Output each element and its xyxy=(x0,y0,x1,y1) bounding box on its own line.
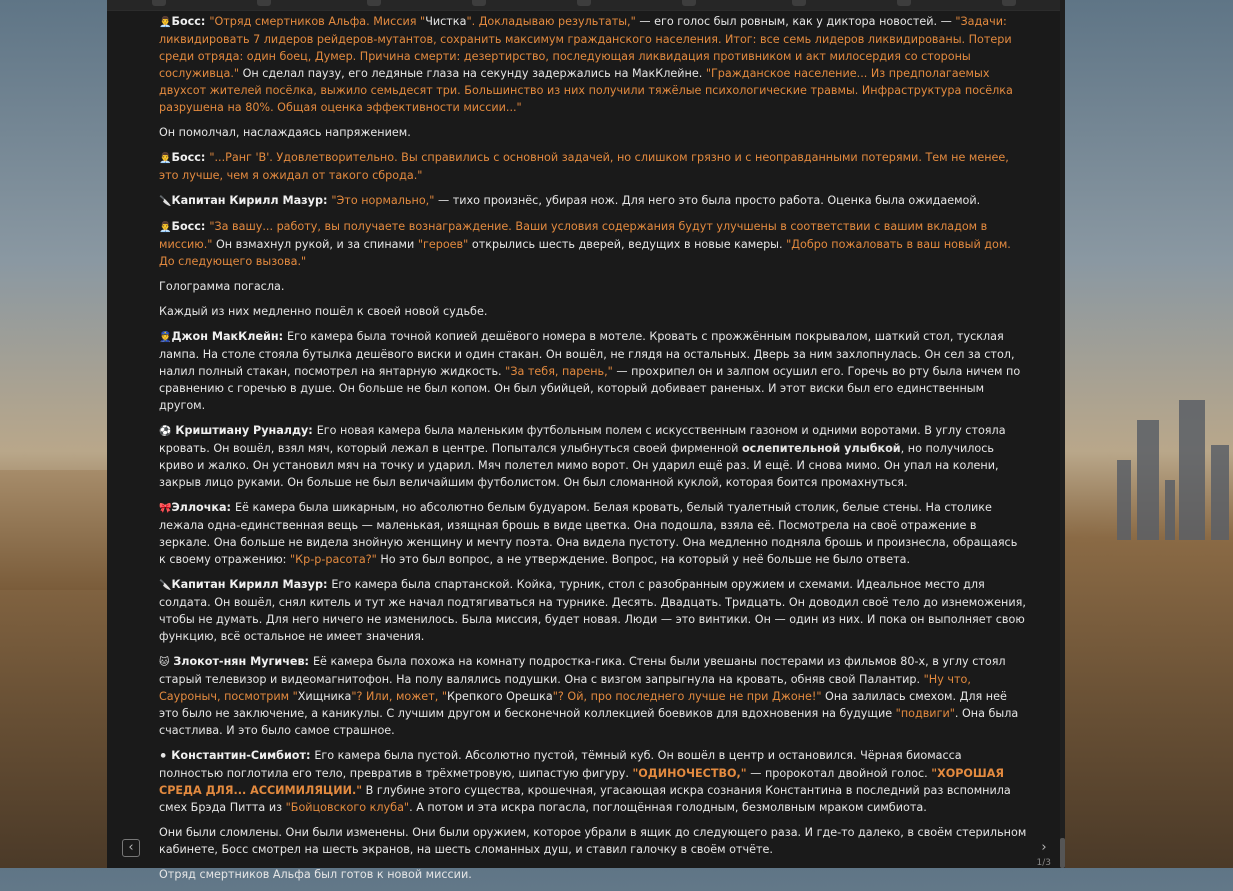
speaker-name: Капитан Кирилл Мазур: xyxy=(171,578,332,591)
quoted-speech: "За вашу... работу, вы получаете вознаграждение. Ваши условия содержания будут улучшены в соответствии с вашим вкладом в миссию." xyxy=(159,220,988,251)
quoted-speech: "За тебя, парень," xyxy=(505,365,613,378)
narration-text: Крепкого Орешка xyxy=(446,690,553,703)
story-paragraph xyxy=(159,328,1027,414)
speaker-emoji-icon: 🔪 xyxy=(159,580,172,591)
story-paragraph xyxy=(159,13,1027,116)
narration-text: Его камера была точной копией дешёвого номера в мотеле. Кровать с прожжённым покрывалом, шаткий стол, тусклая лампа. На столе стояла бутылка дешёвого виски и один стакан. Он вошёл, не глядя на остальных. Дверь за ним захлопнулась. Он сел за стол, налил полный стакан, посмотрел на янтарную жидкость. xyxy=(159,330,1015,378)
speaker-name: Босс: xyxy=(171,220,210,233)
story-paragraph xyxy=(159,218,1027,270)
story-paragraph xyxy=(159,124,1027,141)
speaker-emoji-icon: 🔪 xyxy=(159,196,172,207)
quoted-speech: ". Докладываю результаты," xyxy=(466,15,636,28)
narration-text: открылись шесть дверей, ведущих в новые камеры. xyxy=(468,238,787,251)
speaker-emoji-icon: 👨‍💼 xyxy=(159,222,172,233)
next-swipe-button[interactable]: › xyxy=(1041,840,1047,855)
narration-text: — его голос был ровным, как у диктора новостей. — xyxy=(635,15,956,28)
quoted-speech: "Добро пожаловать в ваш новый дом. До следующего вызова." xyxy=(159,238,1011,268)
story-paragraph xyxy=(159,499,1027,568)
chat-panel xyxy=(107,0,1065,881)
toolbar-icon[interactable] xyxy=(897,0,911,6)
scrollbar-thumb[interactable] xyxy=(1060,838,1065,868)
story-paragraph xyxy=(159,866,1027,883)
speaker-name: Злокот-нян Мугичев: xyxy=(169,655,313,668)
speaker-emoji-icon: 🐱 xyxy=(159,657,170,668)
narration-text: Его новая камера была маленьким футбольным полем с искусственным газоном и одними воротами. В углу стояла кровать. Он вошёл, взял мяч, который лежал в центре. Попытался улыбнуться своей фирменной xyxy=(159,424,1006,455)
narration-text: Но это был вопрос, а не утверждение. Вопрос, на который у неё больше не было ответа. xyxy=(376,553,911,566)
quoted-speech: "героев" xyxy=(417,238,469,251)
narration-text: Его камера была спартанской. Койка, турник, стол с разобранным оружием и схемами. Идеальное место для солдата. Он вошёл, снял китель и тут же начал подтягиваться на турнике. Десять. Двадцать. Тридцать. Он доводил своё тело до изнеможения, чтобы не думать. Для него ничего не изменилось. Была миссия, будет новая. Люди — это винтики. Он — один из них. И пока он выполняет свою функцию, всё остальное не имеет значения. xyxy=(159,578,1026,643)
quoted-speech: "Это нормально," xyxy=(331,194,435,207)
quoted-speech: "ХОРОШАЯ СРЕДА ДЛЯ... АССИМИЛЯЦИИ." xyxy=(159,767,1005,797)
toolbar-icon[interactable] xyxy=(792,0,806,6)
message-text xyxy=(159,13,1027,891)
scrollbar[interactable] xyxy=(1060,0,1065,868)
quoted-speech: "? Или, может, " xyxy=(351,690,447,703)
story-paragraph xyxy=(159,422,1027,491)
narration-text: Он сделал паузу, его ледяные глаза на секунду задержались на МакКлейне. xyxy=(239,67,706,80)
toolbar-icon[interactable] xyxy=(257,0,271,6)
speaker-name: Криштиану Руналду: xyxy=(171,424,317,437)
story-paragraph xyxy=(159,303,1027,320)
speaker-name: Босс: xyxy=(171,151,210,164)
narration-text: Отряд смертников Альфа был готов к новой миссии. xyxy=(159,868,472,881)
narration-text: Её камера была похожа на комнату подростка-гика. Стены были увешаны постерами из фильмов 80-х, в углу стоял старый телевизор и видеомагнитофон. На полу валялись подушки. Она с визгом запрыгнула на кровать, обняв свой Палантир. xyxy=(159,655,1006,686)
quoted-speech: "подвиги" xyxy=(895,707,955,720)
narration-text: Каждый из них медленно пошёл к своей новой судьбе. xyxy=(159,305,488,318)
quoted-speech: "? Ой, про последнего лучше не при Джоне!" xyxy=(552,690,822,703)
speaker-name: Джон МакКлейн: xyxy=(171,330,287,343)
narration-text: — тихо произнёс, убирая нож. Для него это была просто работа. Оценка была ожидаемой. xyxy=(434,194,981,207)
prev-swipe-button[interactable]: ‹ xyxy=(122,839,140,857)
quoted-speech: "Бойцовского клуба" xyxy=(285,801,410,814)
narration-text: В глубине этого существа, крошечная, угасающая искра сознания Константина в последний раз вспомнила смех Брэда Питта из xyxy=(159,784,1011,814)
narration-text: ослепительной улыбкой xyxy=(741,442,901,455)
speaker-emoji-icon: 👮 xyxy=(159,332,172,343)
narration-text: Голограмма погасла. xyxy=(159,280,285,293)
narration-text: , но получилось криво и жалко. Он установил мяч на точку и ударил. Мяч полетел мимо ворот. Он ударил ещё раз. И ещё. И снова мимо. Он упал на колени, закрыв лицо руками. Он больше не был величайшим футболистом. Он был сломанной куклой, которая боится промахнуться. xyxy=(159,442,999,489)
swipe-counter: 1/3 xyxy=(1036,858,1051,868)
narration-text: Он взмахнул рукой, и за спинами xyxy=(212,238,418,251)
background-ruins xyxy=(1107,380,1233,540)
toolbar-icon[interactable] xyxy=(682,0,696,6)
top-toolbar xyxy=(107,0,1065,11)
quoted-speech: "...Ранг 'B'. Удовлетворительно. Вы справились с основной задачей, но слишком грязно и с неоправданными потерями. Тем не менее, это лучше, чем я ожидал от такого сброда." xyxy=(159,151,1009,182)
story-paragraph xyxy=(159,653,1027,739)
narration-text: . Она была счастлива. И это было самое страшное. xyxy=(159,707,1019,737)
story-paragraph xyxy=(159,149,1027,184)
speaker-emoji-icon: 👨‍💼 xyxy=(159,17,172,28)
speaker-name: Эллочка: xyxy=(171,501,235,514)
story-paragraph xyxy=(159,576,1027,645)
speaker-emoji-icon: 👨‍💼 xyxy=(159,153,172,164)
narration-text: Его камера была пустой. Абсолютно пустой, тёмный куб. Он вошёл в центр и остановился. Чёрная биомасса полностью поглотила его тело, превратив в трёхметровую, шипастую фигуру. xyxy=(159,749,962,780)
quoted-speech: "Гражданское население... Из предполагаемых двухсот жителей посёлка, выжило семьдесят три. Большинство из них получили тяжёлые психологические травмы. Инфраструктура посёлка разрушена на 80%. Общая оценка эффективности миссии..." xyxy=(159,67,1013,114)
story-paragraph xyxy=(159,192,1027,210)
speaker-emoji-icon: 🎀 xyxy=(159,503,172,514)
narration-text: . А потом и эта искра погасла, поглощённая голодным, безмолвным мраком симбиота. xyxy=(409,801,927,814)
narration-text: — прохрипел он и залпом осушил его. Горечь во рту была ничем по сравнению с горечью в душе. Он больше не был копом. Он был убийцей, который добивает раненых. И этот виски был его единственным другом. xyxy=(159,365,1021,412)
narration-text: Они были сломлены. Они были изменены. Они были оружием, которое убрали в ящик до следующего раза. И где-то далеко, в своём стерильном кабинете, Босс смотрел на шесть экранов, на шесть сломанных душ, и ставил галочку в своём отчёте. xyxy=(159,826,1027,856)
speaker-name: Босс: xyxy=(171,15,210,28)
toolbar-icon[interactable] xyxy=(1002,0,1016,6)
quoted-speech: "Отряд смертников Альфа. Миссия " xyxy=(209,15,426,28)
quoted-speech: "ОДИНОЧЕСТВО," xyxy=(632,767,747,780)
narration-text: Хищника xyxy=(297,690,352,703)
narration-text: — пророкотал двойной голос. xyxy=(746,767,932,780)
narration-text: Она залилась смехом. Для неё это было не заключение, а каникулы. С лучшим другом и бесконечной коллекцией боевиков для вдохновения на будущие xyxy=(159,690,1007,720)
toolbar-icon[interactable] xyxy=(472,0,486,6)
quoted-speech: "Ну что, Сауроныч, посмотрим " xyxy=(159,673,971,703)
quoted-speech: "Кр-р-расота?" xyxy=(290,553,377,566)
narration-text: Чистка xyxy=(425,15,467,28)
background-landscape-left xyxy=(0,470,108,590)
narration-text: Её камера была шикарным, но абсолютно белым будуаром. Белая кровать, белый туалетный столик, белые стены. На столике лежала одна-единственная вещь — маленькая, изящная брошь в виде цветка. Она подошла, взяла её. Посмотрела на своё отражение в зеркале. Она больше не видела знойную женщину и мечту поэта. Она видела пустоту. Она медленно подняла брошь и произнесла, обращаясь к своему отражению: xyxy=(159,501,1018,566)
toolbar-icon[interactable] xyxy=(367,0,381,6)
speaker-name: Константин-Симбиот: xyxy=(167,749,315,762)
speaker-emoji-icon: ⚫ xyxy=(159,751,168,762)
toolbar-icon[interactable] xyxy=(152,0,166,6)
story-paragraph xyxy=(159,747,1027,816)
speaker-emoji-icon: ⚽ xyxy=(159,426,172,437)
quoted-speech: "Задачи: ликвидировать 7 лидеров рейдеров-мутантов, сохранить максимум гражданского населения. Итог: все семь лидеров ликвидированы. Потери среди отряда: один боец, Думер. Причина смерти: дезертирство, последующая ликвидация противником и акт милосердия со стороны сослуживца." xyxy=(159,15,1012,80)
story-paragraph xyxy=(159,824,1027,858)
speaker-name: Капитан Кирилл Мазур: xyxy=(171,194,332,207)
toolbar-icon[interactable] xyxy=(577,0,591,6)
narration-text: Он помолчал, наслаждаясь напряжением. xyxy=(159,126,411,139)
story-paragraph xyxy=(159,278,1027,295)
